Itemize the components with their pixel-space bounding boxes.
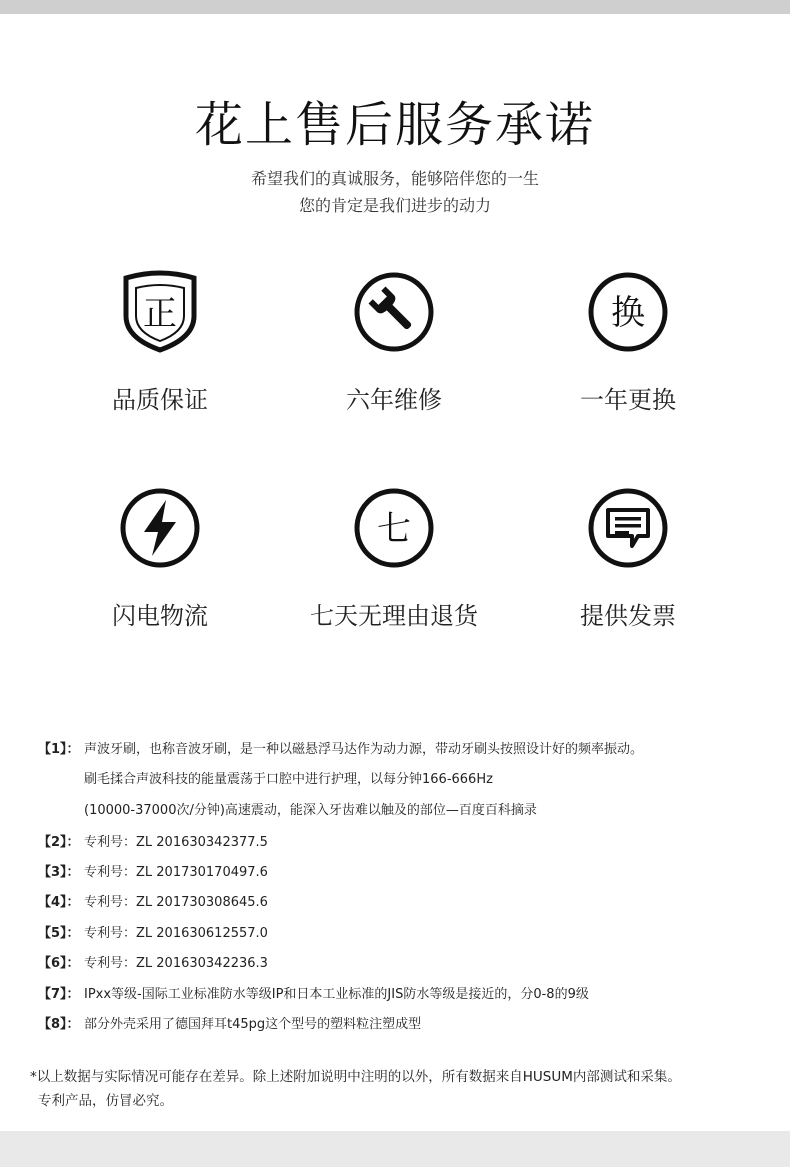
top-divider-bar	[0, 0, 790, 14]
note-text: 专利号：ZL 201630612557.0	[84, 926, 268, 941]
note-key: 【3】：	[38, 865, 80, 880]
note-row	[38, 831, 268, 850]
note-row	[38, 1013, 421, 1032]
lightning-icon	[118, 486, 202, 570]
note-key: 【8】：	[38, 1017, 80, 1032]
note-text: 专利号：ZL 201730170497.6	[84, 865, 268, 880]
disclaimer-line-1: *以上数据与实际情况可能存在差异。除上述附加说明中注明的以外，所有数据来自HUSUM内部测试和采集。	[30, 1069, 681, 1085]
shield-zheng-icon	[118, 270, 202, 354]
note-text: 部分外壳采用了德国拜耳t45pg这个型号的塑料粒注塑成型	[84, 1017, 422, 1032]
qi-glyph: 七	[377, 509, 411, 549]
subtitle-line-2: 您的肯定是我们进步的动力	[298, 196, 491, 215]
note-text: 声波牙刷，也称音波牙刷，是一种以磁悬浮马达作为动力源，带动牙刷头按照设计好的频率振动。	[84, 742, 644, 757]
feature-label: 品质保证	[112, 386, 208, 414]
note-text: IPxx等级-国际工业标准防水等级IP和日本工业标准的JIS防水等级是接近的，分0-8的9级	[84, 987, 589, 1002]
wrench-icon	[352, 270, 436, 354]
note-text: (10000-37000次/分钟)高速震动，能深入牙齿难以触及的部位—百度百科摘录	[84, 803, 537, 818]
invoice-icon	[586, 486, 670, 570]
page-title: 花上售后服务承诺	[194, 97, 595, 153]
note-text: 专利号：ZL 201630342236.3	[84, 956, 268, 971]
note-key: 【5】：	[38, 926, 80, 941]
exchange-circle-icon	[586, 270, 670, 354]
feature-label: 七天无理由退货	[310, 602, 478, 630]
subtitle-line-1: 希望我们的真诚服务，能够陪伴您的一生	[250, 169, 539, 188]
note-text: 专利号：ZL 201730308645.6	[84, 895, 268, 910]
feature-label: 一年更换	[580, 386, 676, 414]
feature-one-year-exchange	[508, 270, 748, 415]
note-key: 【7】：	[38, 987, 80, 1002]
seven-circle-icon	[352, 486, 436, 570]
note-row	[38, 952, 268, 971]
note-row	[38, 891, 268, 910]
footer-disclaimer	[30, 1065, 780, 1113]
feature-six-year-repair	[274, 270, 514, 415]
note-row	[38, 922, 268, 941]
note-row	[84, 768, 493, 787]
note-row	[38, 738, 643, 757]
feature-seven-day-return	[274, 486, 514, 631]
note-text: 刷毛揉合声波科技的能量震荡于口腔中进行护理，以每分钟166-666Hz	[84, 772, 493, 787]
feature-label: 闪电物流	[112, 602, 208, 630]
note-row	[38, 983, 589, 1002]
huan-glyph: 换	[611, 293, 645, 333]
note-row	[84, 799, 537, 818]
note-key: 【4】：	[38, 895, 80, 910]
note-key: 【2】：	[38, 835, 80, 850]
feature-quality-guarantee	[40, 270, 280, 415]
note-key: 【1】：	[38, 742, 80, 757]
zheng-glyph: 正	[143, 294, 177, 334]
disclaimer-line-2: 专利产品，仿冒必究。	[38, 1093, 173, 1109]
feature-invoice	[508, 486, 748, 631]
note-text: 专利号：ZL 201630342377.5	[84, 835, 268, 850]
feature-label: 提供发票	[580, 602, 676, 630]
note-row	[38, 861, 268, 880]
bottom-divider-bar	[0, 1131, 790, 1167]
note-key: 【6】：	[38, 956, 80, 971]
feature-label: 六年维修	[346, 386, 442, 414]
feature-lightning-logistics	[40, 486, 280, 631]
